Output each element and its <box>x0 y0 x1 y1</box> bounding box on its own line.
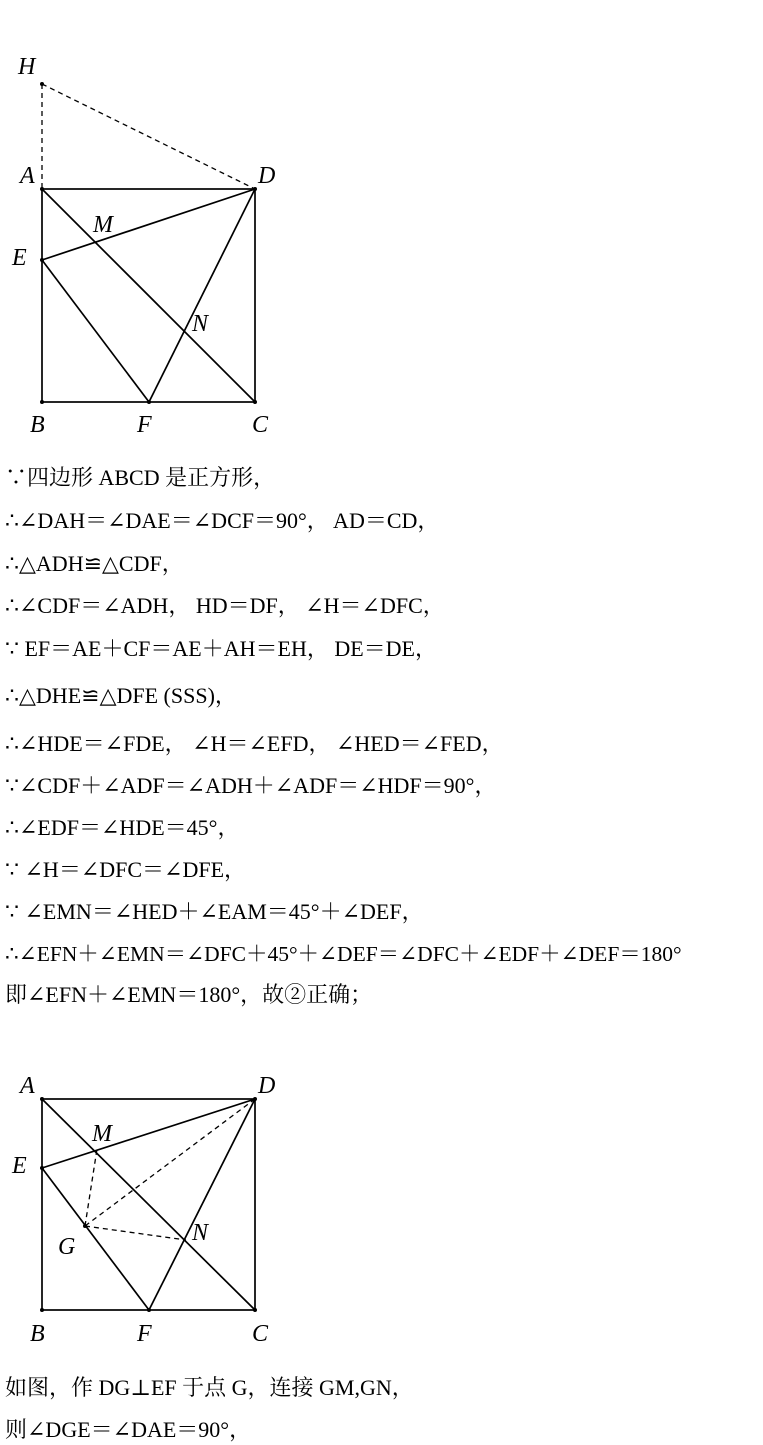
label-c: C <box>252 412 269 438</box>
segment-ed <box>42 1099 255 1168</box>
proof-line: ∴∠CDF＝∠ADH， HD＝DF， ∠H＝∠DFC， <box>5 593 445 618</box>
segment-ef <box>42 260 149 402</box>
proof-line: ∵ ∠EMN＝∠HED＋∠EAM＝45°＋∠DEF， <box>5 899 424 924</box>
label-m: M <box>92 1121 112 1147</box>
label-m: M <box>93 212 113 238</box>
label-d: D <box>258 163 276 189</box>
segment-dg <box>85 1099 255 1226</box>
point-e <box>40 258 44 262</box>
proof-line: ∵四边形 ABCD 是正方形， <box>5 465 276 490</box>
diagonal-ac <box>42 1099 255 1310</box>
point-b <box>40 400 44 404</box>
proof-line: ∴△DHE≌△DFE (SSS)， <box>5 683 237 708</box>
label-a: A <box>20 1073 35 1099</box>
label-e: E <box>12 245 27 271</box>
point-d <box>253 1097 257 1101</box>
label-f: F <box>137 1321 152 1347</box>
point-d <box>253 187 257 191</box>
label-e: E <box>12 1153 27 1179</box>
segment-fd <box>149 189 255 402</box>
figure-1-diagram <box>0 0 300 450</box>
point-b <box>40 1308 44 1312</box>
segment-hd <box>42 84 255 189</box>
point-h <box>40 82 44 86</box>
point-c <box>253 1308 257 1312</box>
figure-2-diagram <box>0 1060 300 1360</box>
segment-fd <box>149 1099 255 1310</box>
label-f: F <box>137 412 152 438</box>
proof-line: ∴∠EDF＝∠HDE＝45°， <box>5 815 240 840</box>
point-c <box>253 400 257 404</box>
point-e <box>40 1166 44 1170</box>
label-b: B <box>30 412 45 438</box>
point-a <box>40 187 44 191</box>
label-b: B <box>30 1321 45 1347</box>
segment-gm <box>85 1149 97 1226</box>
proof-line: ∴∠HDE＝∠FDE， ∠H＝∠EFD， ∠HED＝∠FED， <box>5 731 504 756</box>
proof-line: 如图，作 DG⊥EF 于点 G，连接 GM,GN， <box>5 1375 414 1400</box>
proof-line: ∴∠DAH＝∠DAE＝∠DCF＝90°， AD＝CD， <box>5 508 440 533</box>
segment-ed <box>42 189 255 260</box>
label-c: C <box>252 1321 269 1347</box>
segment-gn <box>85 1226 186 1240</box>
proof-line: ∵ EF＝AE＋CF＝AE＋AH＝EH， DE＝DE， <box>5 636 437 661</box>
label-h: H <box>18 54 36 80</box>
point-f <box>147 400 151 404</box>
proof-line: ∵∠CDF＋∠ADF＝∠ADH＋∠ADF＝∠HDF＝90°， <box>5 773 497 798</box>
point-a <box>40 1097 44 1101</box>
label-n: N <box>192 1220 209 1246</box>
proof-line: ∴∠EFN＋∠EMN＝∠DFC＋45°＋∠DEF＝∠DFC＋∠EDF＋∠DEF＝180° <box>5 942 682 966</box>
label-n: N <box>192 311 209 337</box>
label-g: G <box>58 1234 76 1260</box>
proof-line: 则∠DGE＝∠DAE＝90°， <box>5 1417 252 1442</box>
point-f <box>147 1308 151 1312</box>
proof-line: ∴△ADH≌△CDF， <box>5 551 184 576</box>
diagonal-ac <box>42 189 255 402</box>
proof-line: ∵ ∠H＝∠DFC＝∠DFE， <box>5 857 247 882</box>
label-a: A <box>20 163 35 189</box>
point-g <box>83 1224 87 1228</box>
proof-line: 即∠EFN＋∠EMN＝180°，故②正确； <box>5 982 373 1007</box>
label-d: D <box>258 1073 276 1099</box>
